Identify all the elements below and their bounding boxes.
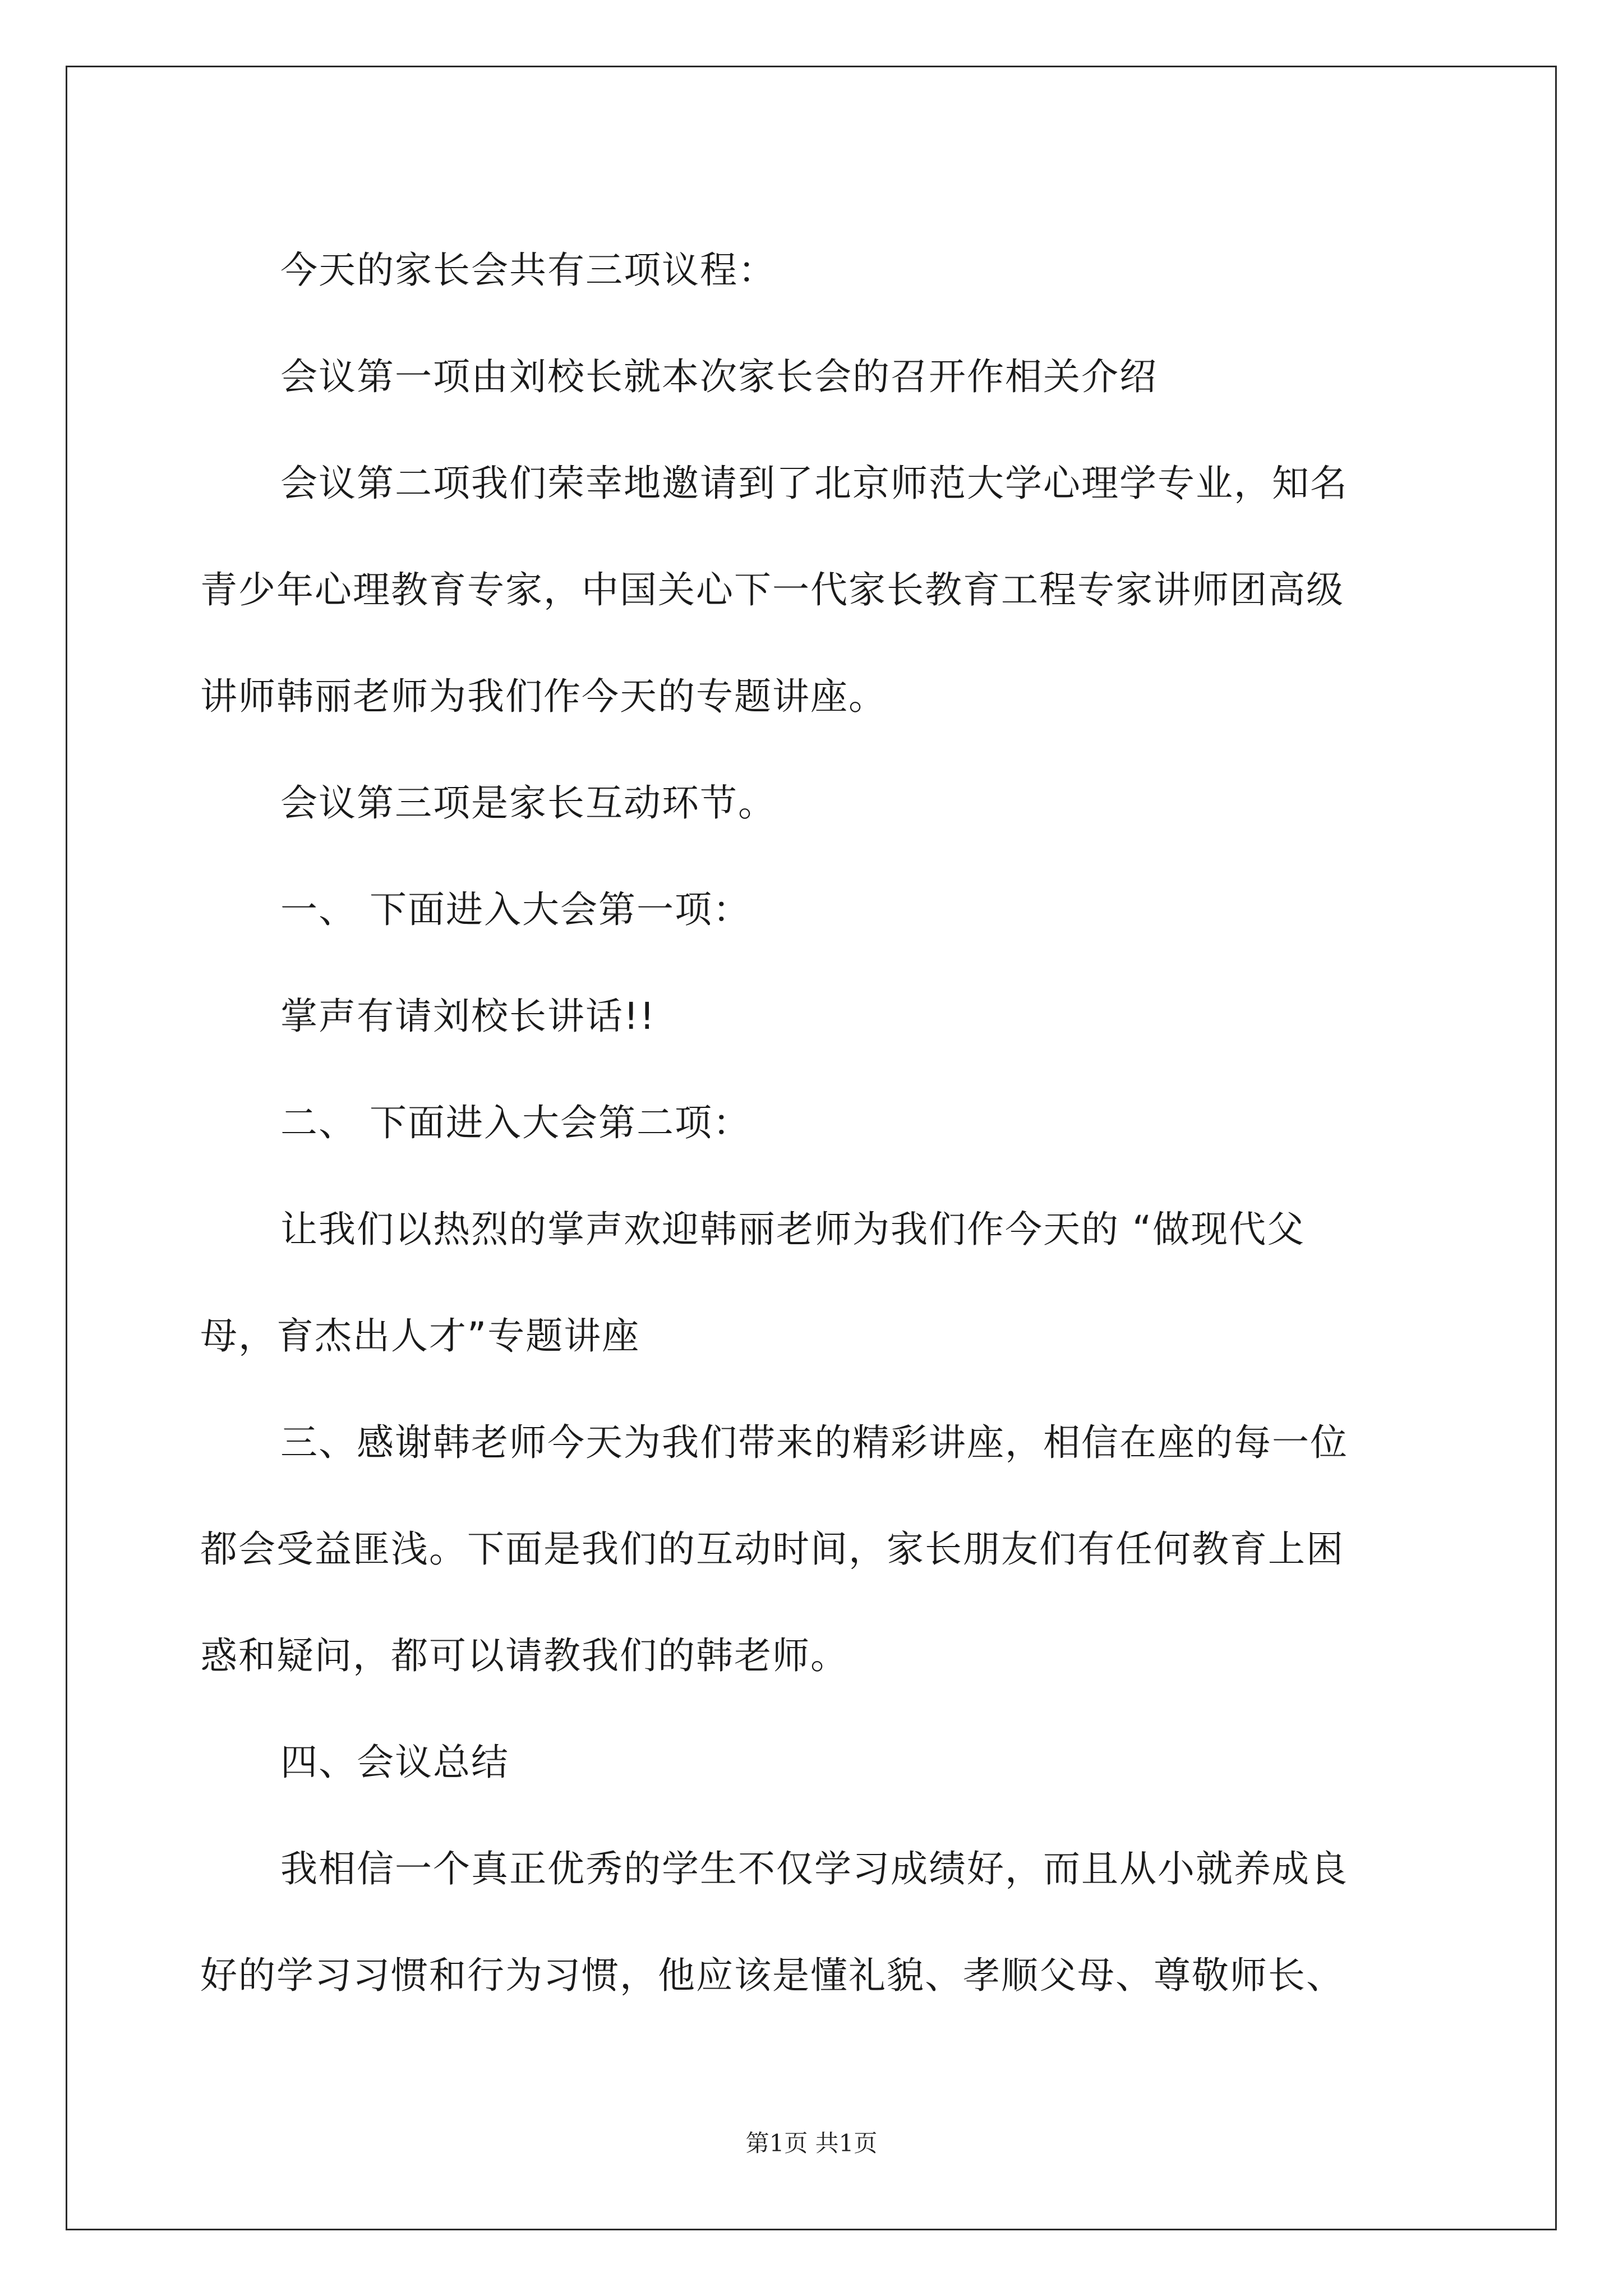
section-2-text-line-2: 母，育杰出人才”专题讲座	[200, 1314, 640, 1358]
section-3-text-line-2: 都会受益匪浅。下面是我们的互动时间，家长朋友们有任何教育上困	[200, 1527, 1344, 1571]
page-footer: 第1页 共1页	[745, 2129, 878, 2157]
summary-text-line-1: 我相信一个真正优秀的学生不仅学习成绩好，而且从小就养成良	[280, 1847, 1348, 1890]
summary-text	[200, 1816, 1431, 2029]
agenda-item-2-line-3: 讲师韩丽老师为我们作今天的专题讲座。	[200, 675, 887, 718]
agenda-item-1: 会议第一项由刘校长就本次家长会的召开作相关介绍	[280, 355, 1158, 398]
agenda-item-2-line-1: 会议第二项我们荣幸地邀请到了北京师范大学心理学专业，知名	[280, 462, 1348, 505]
document-body	[200, 217, 1431, 2029]
section-1-text: 掌声有请刘校长讲话!!	[280, 995, 656, 1038]
section-1-heading: 一、 下面进入大会第一项：	[280, 888, 751, 931]
section-2-heading: 二、 下面进入大会第二项：	[280, 1101, 751, 1144]
agenda-item-2	[200, 430, 1431, 750]
summary-text-line-2: 好的学习习惯和行为习惯，他应该是懂礼貌、孝顺父母、尊敬师长、	[200, 1954, 1344, 1997]
section-3-text	[200, 1389, 1431, 1709]
agenda-item-3: 会议第三项是家长互动环节。	[280, 781, 776, 825]
section-2-text-line-1: 让我们以热烈的掌声欢迎韩丽老师为我们作今天的 “做现代父	[280, 1208, 1306, 1251]
agenda-intro: 今天的家长会共有三项议程：	[280, 249, 776, 292]
section-3-text-line-3: 惑和疑问，都可以请教我们的韩老师。	[200, 1634, 849, 1677]
section-4-heading: 四、会议总结	[280, 1741, 509, 1784]
agenda-item-2-line-2: 青少年心理教育专家，中国关心下一代家长教育工程专家讲师团高级	[200, 568, 1344, 611]
section-2-text	[200, 1176, 1431, 1389]
section-3-text-line-1: 三、感谢韩老师今天为我们带来的精彩讲座，相信在座的每一位	[280, 1421, 1348, 1464]
